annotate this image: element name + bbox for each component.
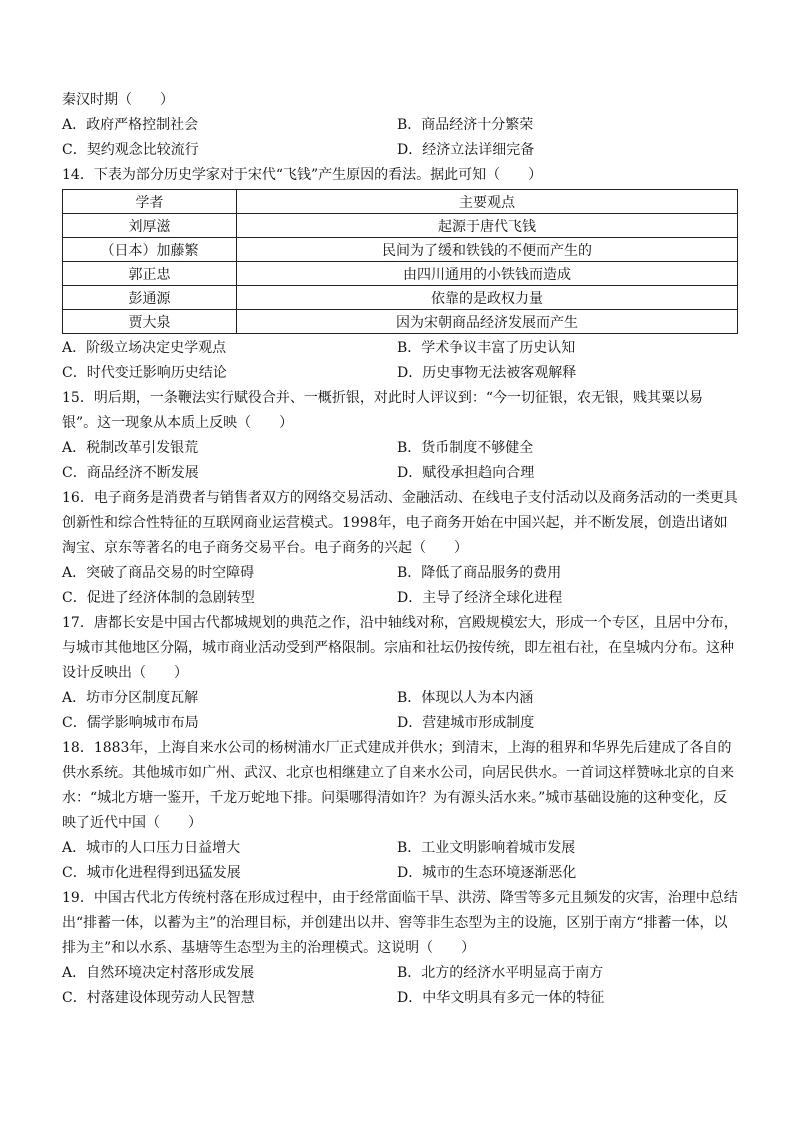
table-cell-scholar: 刘厚滋	[63, 214, 237, 238]
question-13	[62, 88, 738, 163]
option-d[interactable]: D．营建城市形成制度	[397, 715, 535, 731]
option-d[interactable]: D．历史事物无法被客观解释	[397, 365, 577, 381]
option-b[interactable]: B．学术争议丰富了历史认知	[397, 340, 576, 356]
question-stem: 秦汉时期（ ）	[62, 92, 174, 108]
option-b[interactable]: B．商品经济十分繁荣	[397, 117, 534, 133]
option-d[interactable]: D．经济立法详细完备	[397, 142, 535, 158]
table-cell-view: 民间为了缓和铁钱的不便而产生的	[237, 238, 738, 262]
option-d[interactable]: D．赋役承担趋向合理	[397, 465, 535, 481]
table-cell-scholar: （日本）加藤繁	[63, 238, 237, 262]
option-c[interactable]: C．城市化进程得到迅猛发展	[62, 865, 241, 881]
table-row	[63, 286, 738, 310]
option-a[interactable]: A．突破了商品交易的时空障碍	[62, 565, 255, 581]
option-c[interactable]: C．商品经济不断发展	[62, 465, 199, 481]
options	[62, 961, 738, 1011]
table-cell-view: 起源于唐代飞钱	[237, 214, 738, 238]
option-b[interactable]: B．货币制度不够健全	[397, 440, 534, 456]
table-row	[63, 262, 738, 286]
option-b[interactable]: B．降低了商品服务的费用	[397, 565, 562, 581]
option-b[interactable]: B．体现以人为本内涵	[397, 690, 534, 706]
option-a[interactable]: A．城市的人口压力日益增大	[62, 840, 241, 856]
option-d[interactable]: D．中华文明具有多元一体的特征	[397, 990, 605, 1006]
question-17	[62, 611, 738, 736]
table-row	[63, 238, 738, 262]
options	[62, 561, 738, 611]
options	[62, 336, 738, 386]
option-b[interactable]: B．北方的经济水平明显高于南方	[397, 965, 604, 981]
question-15	[62, 386, 738, 486]
question-stem: 15．明后期，一条鞭法实行赋役合并、一概折银，对此时人评议到：“今一切征银，农无银，贱其粟以易银”。这一现象从本质上反映（ ）	[62, 390, 703, 431]
option-a[interactable]: A．政府严格控制社会	[62, 117, 199, 133]
options	[62, 686, 738, 736]
question-stem: 16．电子商务是消费者与销售者双方的网络交易活动、金融活动、在线电子支付活动以及商务活动的一类更具创新性和综合性特征的互联网商业运营模式。1998年，电子商务开始在中国兴起，并不断发展，创造出诸如淘宝、京东等著名的电子商务交易平台。电子商务的兴起（ ）	[62, 490, 738, 556]
option-a[interactable]: A．税制改革引发银荒	[62, 440, 199, 456]
table-cell-view: 依靠的是政权力量	[237, 286, 738, 310]
question-stem: 14．下表为部分历史学家对于宋代“飞钱”产生原因的看法。据此可知（ ）	[62, 167, 543, 183]
question-stem: 17．唐都长安是中国古代都城规划的典范之作，沿中轴线对称，宫殿规模宏大，形成一个专区，且居中分布，与城市其他地区分隔，城市商业活动受到严格限制。宗庙和社坛仍按传统，即左祖右社，在皇城内分布。这种设计反映出（ ）	[62, 615, 738, 681]
option-b[interactable]: B．工业文明影响着城市发展	[397, 840, 576, 856]
column-header-scholar: 学者	[63, 190, 237, 214]
table-cell-view: 因为宋朝商品经济发展而产生	[237, 310, 738, 334]
question-16	[62, 486, 738, 611]
option-c[interactable]: C．村落建设体现劳动人民智慧	[62, 990, 255, 1006]
option-c[interactable]: C．儒学影响城市布局	[62, 715, 199, 731]
option-a[interactable]: A．阶级立场决定史学观点	[62, 340, 227, 356]
option-c[interactable]: C．契约观念比较流行	[62, 142, 199, 158]
options	[62, 113, 738, 163]
exam-page	[62, 88, 738, 1011]
table-row	[63, 310, 738, 334]
option-c[interactable]: C．促进了经济体制的急剧转型	[62, 590, 255, 606]
table-row	[63, 214, 738, 238]
table-cell-scholar: 彭通源	[63, 286, 237, 310]
historians-table	[62, 189, 738, 334]
option-a[interactable]: A．坊市分区制度瓦解	[62, 690, 199, 706]
question-14	[62, 163, 738, 386]
table-cell-view: 由四川通用的小铁钱而造成	[237, 262, 738, 286]
question-stem: 19．中国古代北方传统村落在形成过程中，由于经常面临干旱、洪涝、降雪等多元且频发的灾害，治理中总结出“排蓄一体，以蓄为主”的治理目标，并创建出以井、窖等非生态型为主的设施，区别于南方“排蓄一体，以排为主”和以水系、基塘等生态型为主的治理模式。这说明（ ）	[62, 890, 738, 956]
option-a[interactable]: A．自然环境决定村落形成发展	[62, 965, 255, 981]
column-header-view: 主要观点	[237, 190, 738, 214]
option-d[interactable]: D．城市的生态环境逐渐恶化	[397, 865, 577, 881]
question-18	[62, 736, 738, 886]
option-d[interactable]: D．主导了经济全球化进程	[397, 590, 563, 606]
options	[62, 836, 738, 886]
options	[62, 436, 738, 486]
question-stem: 18．1883年，上海自来水公司的杨树浦水厂正式建成并供水；到清末，上海的租界和华界先后建成了各自的供水系统。其他城市如广州、武汉、北京也相继建立了自来水公司，向居民供水。一首词这样赞咏北京的自来水：“城北方塘一鉴开，千龙万蛇地下排。问渠哪得清如许？为有源头活水来。”城市基础设施的这种变化，反映了近代中国（ ）	[62, 740, 734, 831]
table-cell-scholar: 郭正忠	[63, 262, 237, 286]
option-c[interactable]: C．时代变迁影响历史结论	[62, 365, 227, 381]
table-cell-scholar: 贾大泉	[63, 310, 237, 334]
question-19	[62, 886, 738, 1011]
table-header-row	[63, 190, 738, 214]
